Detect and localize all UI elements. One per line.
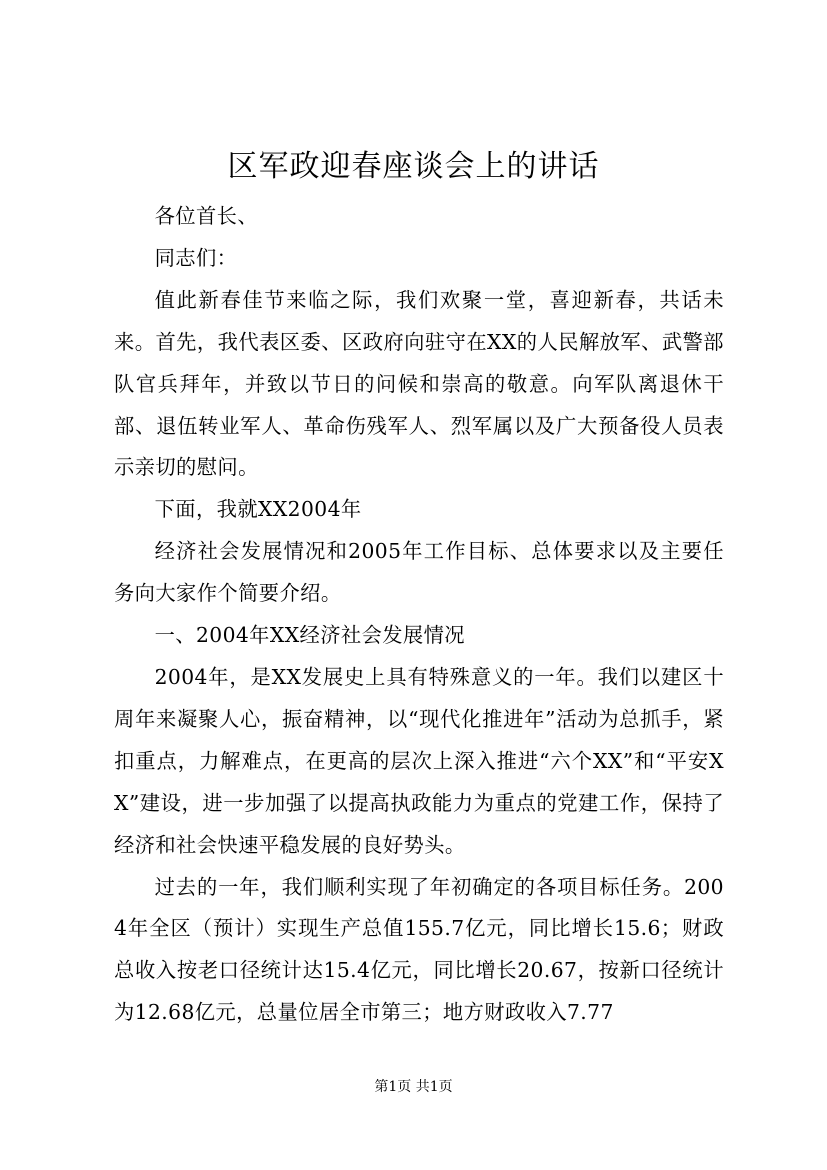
section-heading: 一、2004年XX经济社会发展情况 [154,623,465,648]
paragraph-greeting: 值此新春佳节来临之际，我们欢聚一堂，喜迎新春，共话未来。首先，我代表区委、区政府向驻守在XX的人民解放军、武警部队官兵拜年，并致以节日的问候和崇高的敬意。向军队离退休干部、退伍转业军人、革命伤残军人、烈军属以及广大预备役人员表示亲切的慰问。 [114,287,724,480]
salutation-line-2: 同志们： [154,245,238,270]
paragraph-intro-2: 经济社会发展情况和2005年工作目标、总体要求以及主要任务向大家作个简要介绍。 [114,539,724,606]
document-title: 区军政迎春座谈会上的讲话 [227,149,600,184]
document-body [114,196,724,1034]
salutation-line-1: 各位首长、 [154,204,259,228]
paragraph-2004-overview: 2004年，是XX发展史上具有特殊意义的一年。我们以建区十周年来凝聚人心，振奋精神，以“现代化推进年”活动为总抓手，紧扣重点，力解难点，在更高的层次上深入推进“六个XX”和“平安XX”建设，进一步加强了以提高执政能力为重点的党建工作，保持了经济和社会快速平稳发展的良好势头。 [114,664,724,857]
paragraph-2004-results: 过去的一年，我们顺利实现了年初确定的各项目标任务。2004年全区（预计）实现生产总值155.7亿元，同比增长15.6；财政总收入按老口径统计达15.4亿元，同比增长20.67，按新口径统计为12.68亿元，总量位居全市第三；地方财政收入7.77 [114,874,724,1025]
page-footer: 第1页 共1页 [374,1079,453,1095]
paragraph-intro-1: 下面，我就XX2004年 [154,497,362,522]
